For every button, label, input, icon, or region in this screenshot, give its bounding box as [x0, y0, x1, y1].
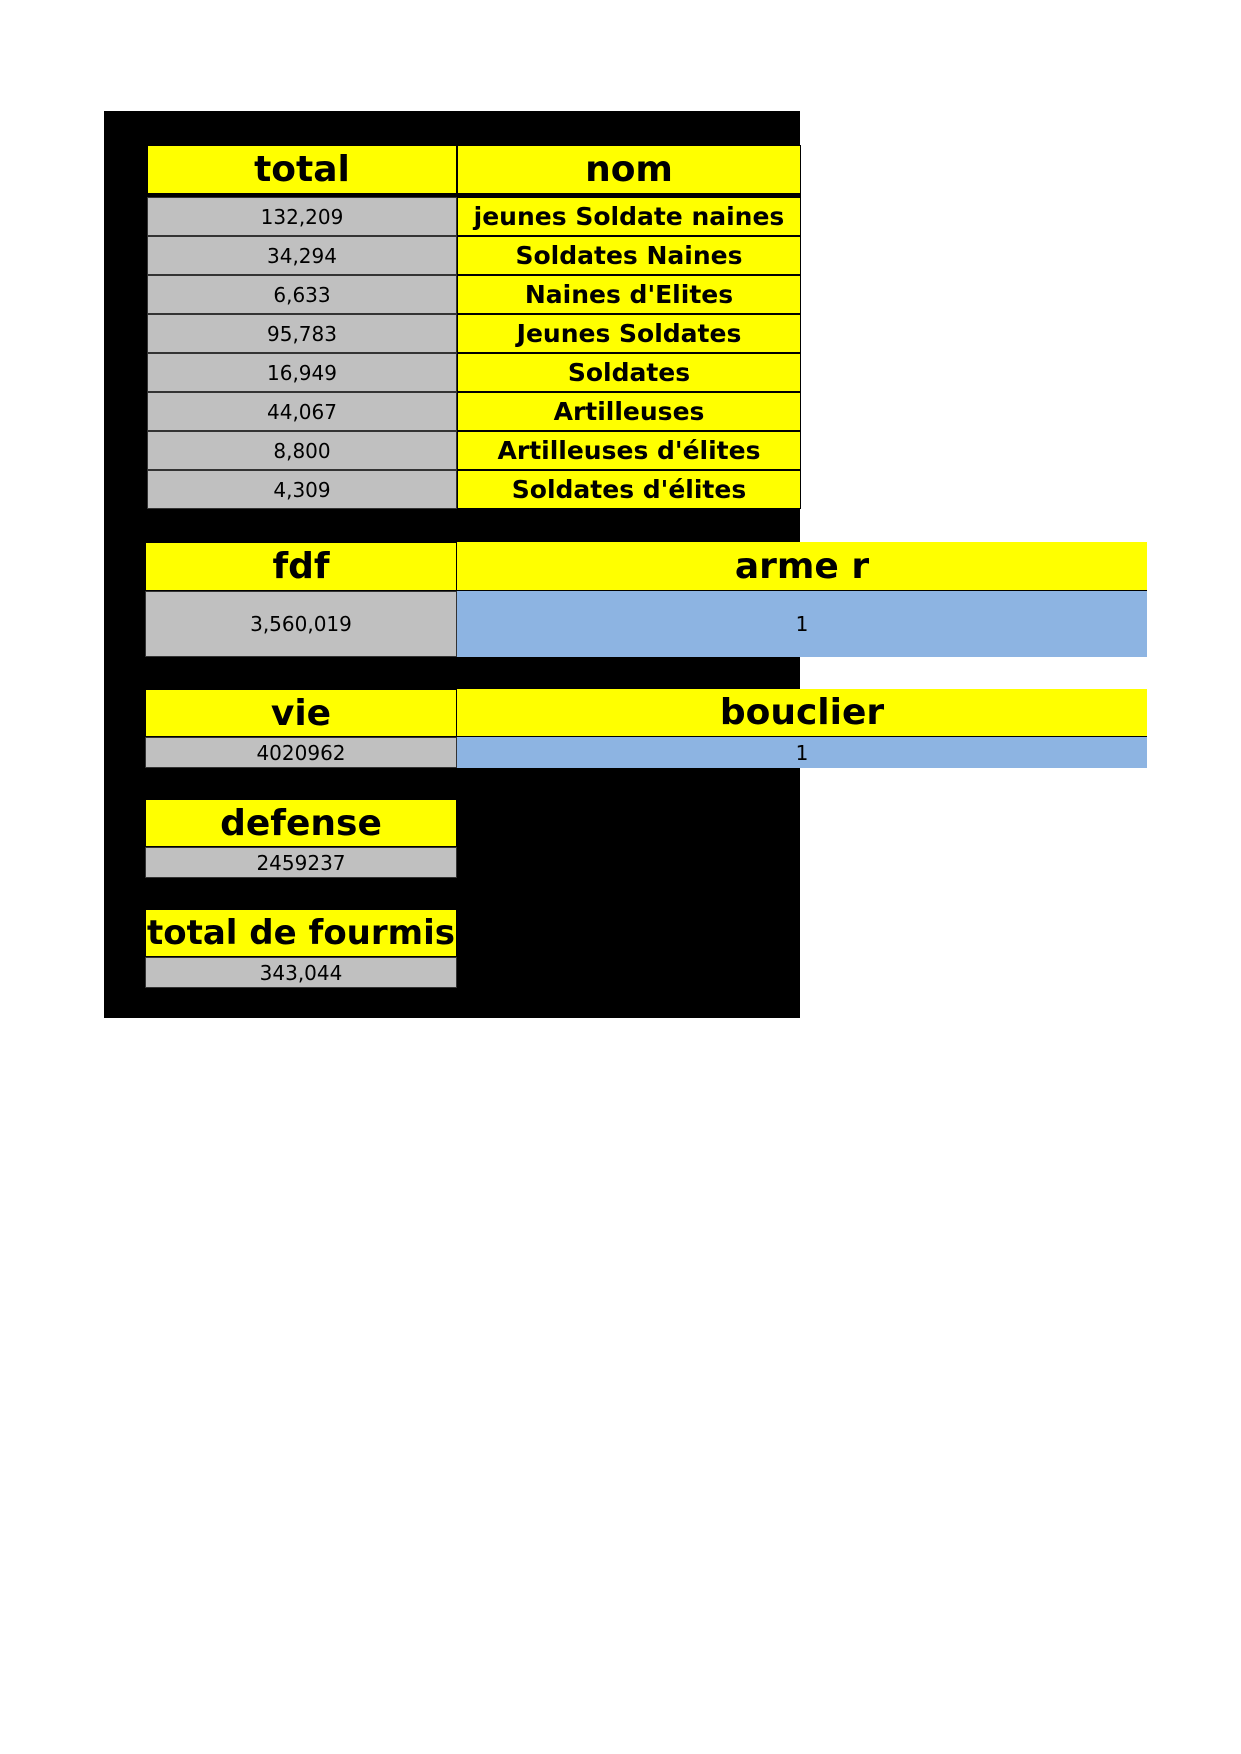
unit-name-value: Soldates Naines [515, 241, 743, 270]
unit-name-cell [457, 392, 801, 431]
unit-total-value: 44,067 [267, 399, 337, 424]
arme-value-clip [457, 591, 809, 657]
total-fourmis-label: total de fourmis [147, 913, 455, 953]
unit-name-cell [457, 275, 801, 314]
unit-total-value: 4,309 [273, 477, 331, 502]
unit-total-cell [147, 197, 457, 236]
total-fourmis-header [145, 909, 457, 957]
unit-total-value: 8,800 [273, 438, 331, 463]
unit-total-value: 95,783 [267, 321, 337, 346]
unit-name-value: jeunes Soldate naines [473, 202, 785, 231]
total-fourmis-value-cell [145, 957, 457, 988]
unit-total-cell [147, 314, 457, 353]
unit-total-cell [147, 431, 457, 470]
vie-value: 4020962 [256, 740, 346, 765]
vie-label: vie [270, 692, 332, 734]
unit-total-cell [147, 236, 457, 275]
defense-value: 2459237 [256, 850, 346, 875]
vie-header [145, 689, 457, 737]
bouclier-label: bouclier [719, 692, 885, 733]
bouclier-value: 1 [795, 740, 809, 765]
arme-header [457, 542, 1147, 591]
defense-label: defense [220, 802, 382, 844]
fdf-label: fdf [272, 546, 330, 587]
unit-name-cell [457, 431, 801, 470]
bouclier-value-clip [457, 737, 809, 768]
unit-name-value: Artilleuses d'élites [497, 436, 761, 465]
bouclier-header-clip [457, 689, 885, 736]
header-name-label: nom [585, 149, 673, 190]
arme-value-cell [457, 591, 1147, 657]
unit-name-cell [457, 314, 801, 353]
vie-value-cell [145, 737, 457, 768]
bouclier-value-cell [457, 737, 1147, 768]
unit-total-value: 132,209 [260, 204, 344, 229]
unit-name-cell [457, 236, 801, 275]
unit-total-value: 16,949 [267, 360, 337, 385]
header-name [457, 145, 801, 194]
bouclier-header [457, 689, 1147, 737]
unit-name-cell [457, 353, 801, 392]
unit-total-cell [147, 392, 457, 431]
unit-name-value: Artilleuses [553, 397, 705, 426]
unit-name-value: Soldates d'élites [511, 475, 747, 504]
unit-name-value: Soldates [567, 358, 691, 387]
unit-total-value: 34,294 [267, 243, 337, 268]
unit-total-cell [147, 353, 457, 392]
unit-total-cell [147, 275, 457, 314]
unit-name-cell [457, 197, 801, 236]
unit-name-value: Jeunes Soldates [516, 319, 742, 348]
arme-label: arme r [734, 545, 870, 587]
fdf-value: 3,560,019 [250, 612, 352, 636]
unit-name-cell [457, 470, 801, 509]
unit-name-value: Naines d'Elites [524, 280, 734, 309]
fdf-header [145, 542, 457, 591]
fdf-value-cell [145, 591, 457, 657]
arme-header-clip [457, 542, 870, 590]
defense-value-cell [145, 847, 457, 878]
header-total [147, 145, 457, 194]
arme-value: 1 [795, 612, 809, 636]
unit-total-value: 6,633 [273, 282, 331, 307]
unit-total-cell [147, 470, 457, 509]
defense-header [145, 799, 457, 847]
header-total-label: total [254, 149, 350, 190]
total-fourmis-value: 343,044 [259, 960, 343, 985]
